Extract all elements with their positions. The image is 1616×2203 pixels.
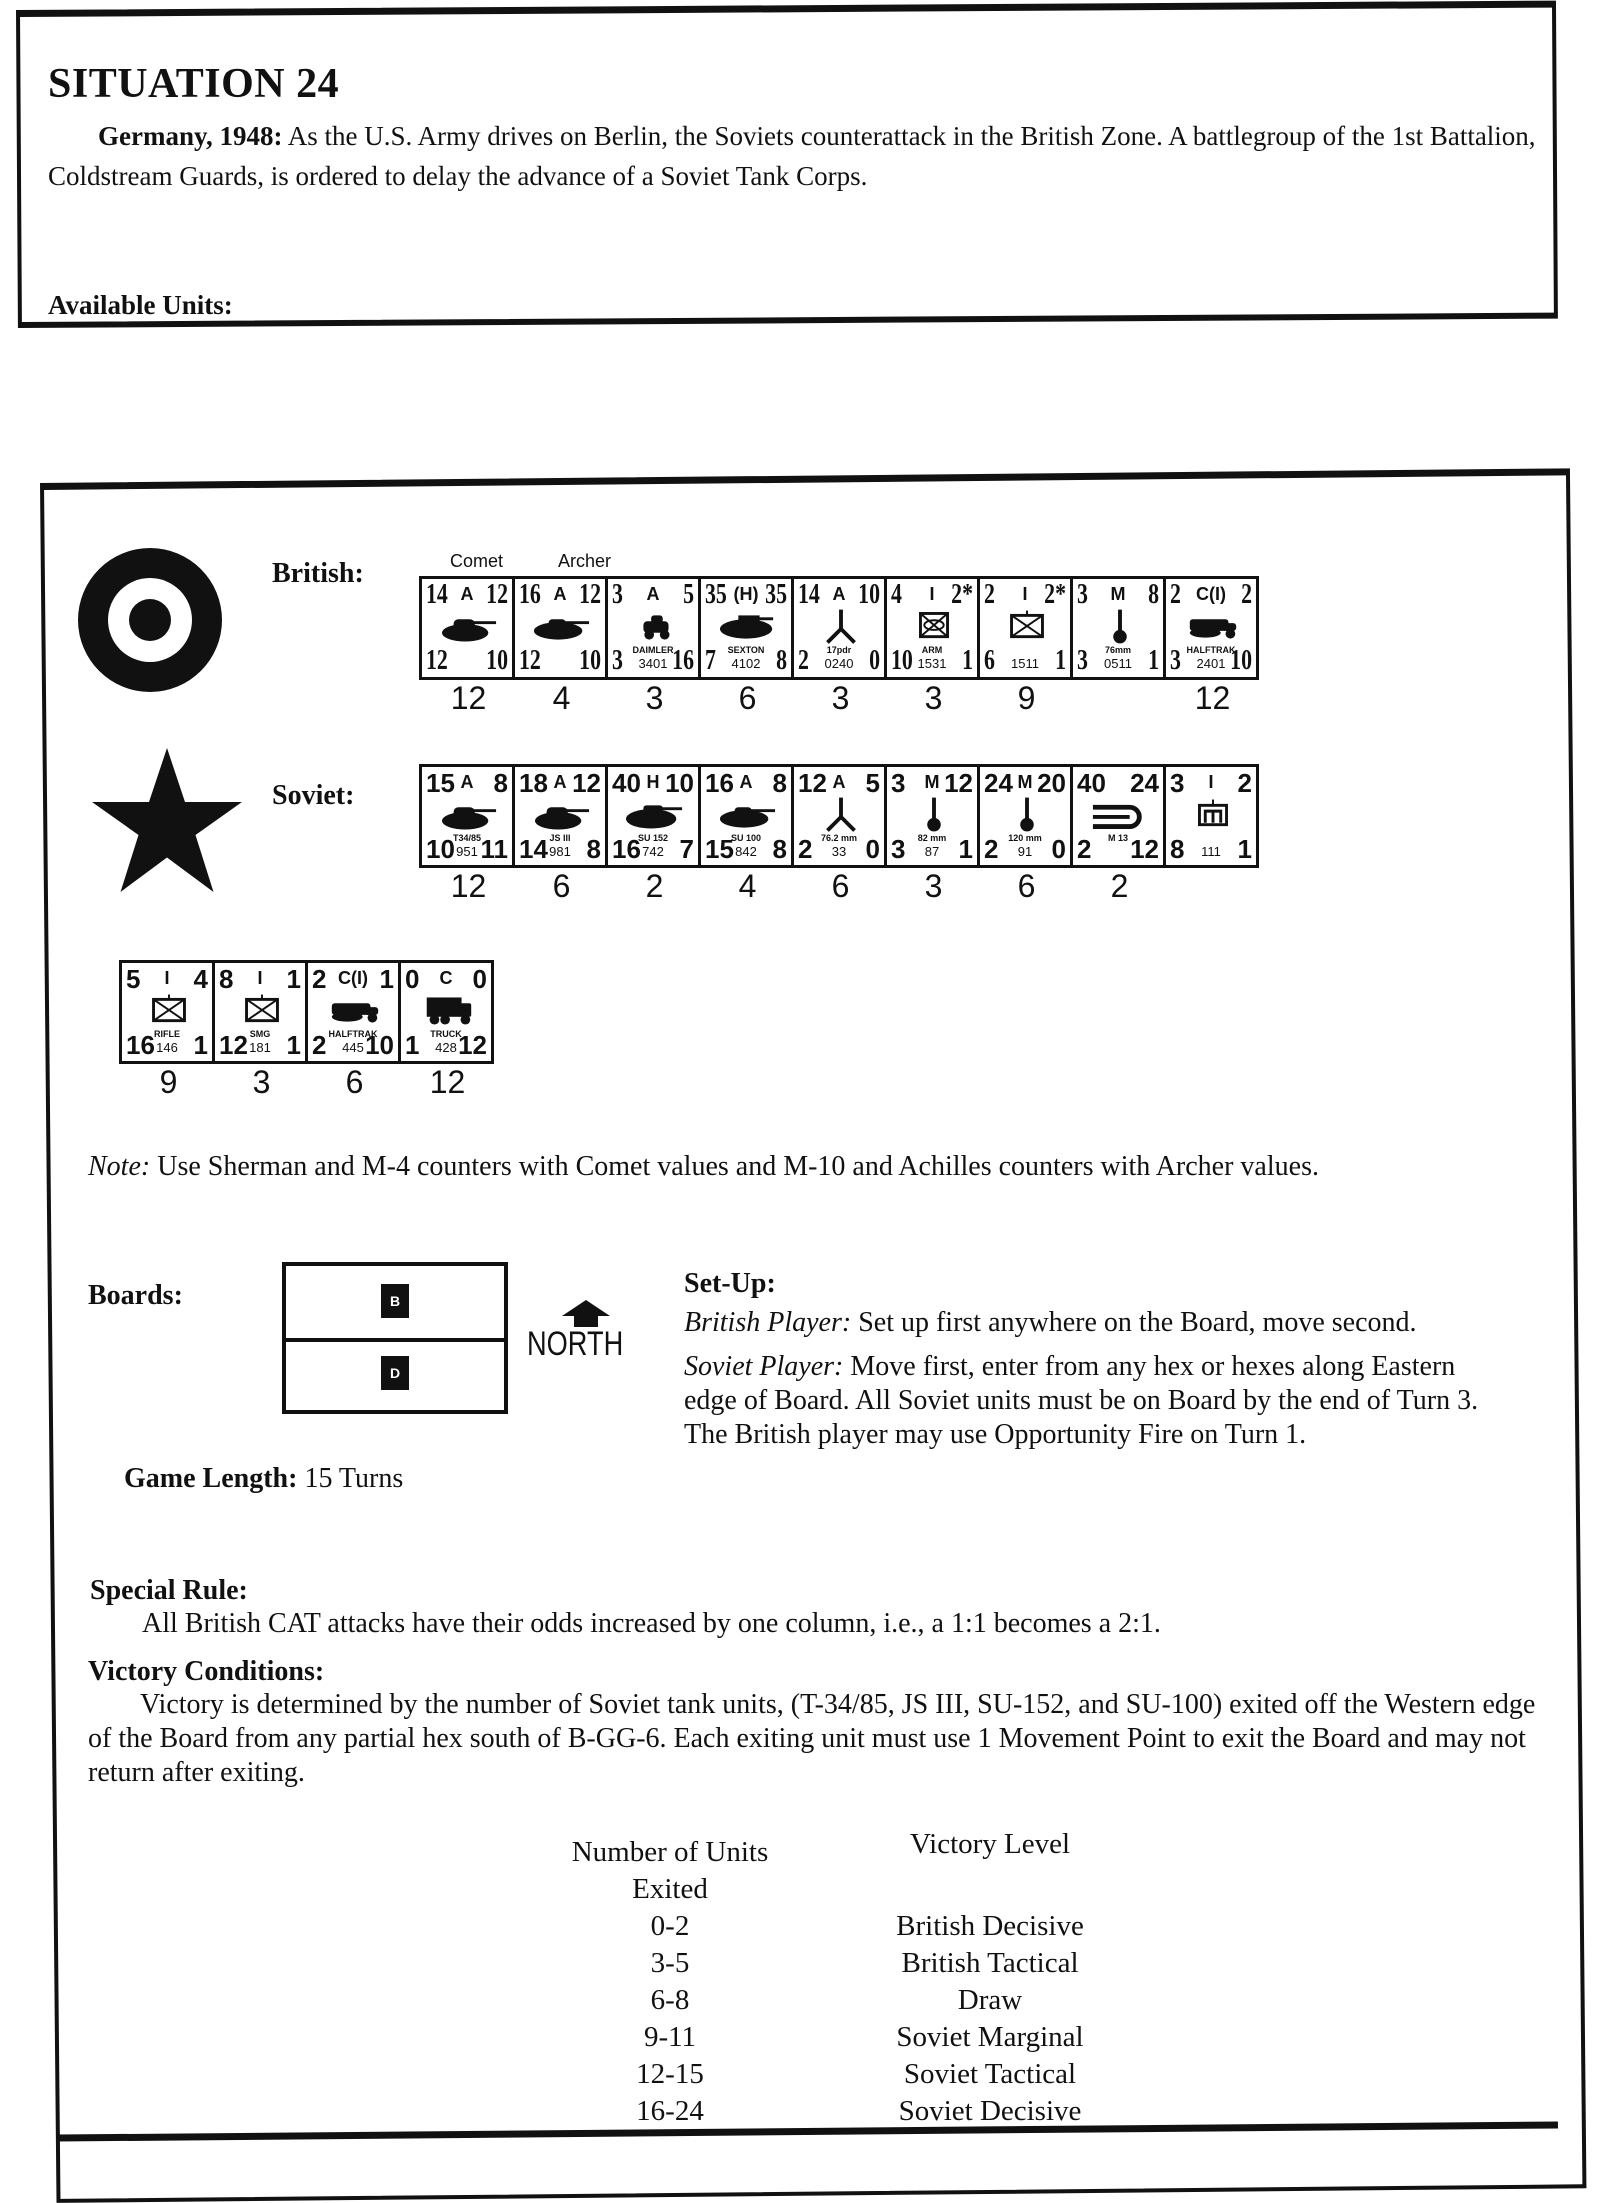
- movement-value: 8: [586, 834, 601, 864]
- unit-quantity: 3: [252, 1064, 271, 1100]
- unit-quantity: 3: [645, 680, 664, 716]
- range-value: 8: [1148, 579, 1159, 610]
- defense-value: 6: [984, 645, 995, 676]
- defense-value: 3: [612, 645, 623, 676]
- setup-heading: Set-Up:: [684, 1268, 776, 1299]
- unit-type: I: [164, 968, 170, 988]
- unit-quantity: 3: [924, 680, 943, 716]
- british-counters: [422, 576, 1259, 716]
- unit-type: A: [460, 584, 474, 604]
- unit-counter: [419, 764, 515, 868]
- movement-value: 10: [1230, 645, 1252, 676]
- comet-label: Comet: [450, 551, 504, 571]
- movement-value: 11: [480, 834, 508, 864]
- movement-value: 1: [1148, 645, 1159, 676]
- unit-counter: [305, 960, 401, 1064]
- unit-type: A: [832, 772, 846, 792]
- unit-quantity: 6: [831, 868, 850, 904]
- range-value: 2*: [1044, 579, 1066, 610]
- game-length-label: Game Length:: [124, 1463, 298, 1494]
- defense-value: 2: [798, 834, 813, 864]
- situation-title: SITUATION 24: [48, 61, 340, 107]
- movement-value: 16: [672, 645, 694, 676]
- unit-type: A: [646, 584, 660, 604]
- unit-name: SEXTON: [727, 645, 765, 655]
- defense-value: 15: [705, 834, 734, 864]
- unit-id: 4102: [731, 656, 761, 671]
- victory-section: [88, 1656, 1558, 1790]
- range-value: 10: [858, 579, 880, 610]
- situation-intro: [48, 116, 1548, 196]
- movement-value: 7: [679, 834, 694, 864]
- attack-value: 3: [1077, 579, 1088, 610]
- game-length-value: 15 Turns: [297, 1463, 404, 1494]
- unit-type: M: [1017, 772, 1033, 792]
- units-exited: 12-15: [636, 2058, 704, 2090]
- unit-name: HALFTRAK: [328, 1029, 378, 1039]
- movement-value: 0: [1051, 834, 1066, 864]
- unit-counter: [512, 764, 608, 868]
- attack-value: 15: [426, 768, 455, 798]
- range-value: 0: [472, 964, 487, 994]
- soviet-counters-row2: [122, 960, 494, 1100]
- unit-name: JS III: [549, 833, 571, 843]
- defense-value: 10: [426, 834, 455, 864]
- range-value: 20: [1037, 768, 1066, 798]
- unit-counter: [419, 576, 515, 680]
- unit-quantity: 6: [552, 868, 571, 904]
- defense-value: 16: [612, 834, 641, 864]
- unit-counter: [605, 764, 701, 868]
- attack-value: 14: [798, 579, 820, 610]
- attack-value: 8: [219, 964, 234, 994]
- unit-name: T34/85: [452, 833, 482, 843]
- attack-value: 2: [312, 964, 327, 994]
- range-value: 24: [1130, 768, 1159, 798]
- movement-value: 1: [1055, 645, 1066, 676]
- unit-name: HALFTRAK: [1186, 645, 1236, 655]
- range-value: 1: [286, 964, 301, 994]
- unit-counter: [977, 764, 1073, 868]
- attack-value: 4: [891, 579, 902, 610]
- range-value: 2: [1241, 579, 1252, 610]
- unit-id: 445: [342, 1040, 364, 1055]
- unit-id: 842: [735, 844, 757, 859]
- unit-id: 1531: [917, 656, 947, 671]
- note-label: Note:: [88, 1151, 151, 1182]
- range-value: 10: [665, 768, 694, 798]
- unit-counter: [884, 576, 980, 680]
- unit-type: C(I): [1196, 584, 1226, 604]
- available-units-label: Available Units:: [48, 290, 233, 320]
- defense-value: 16: [126, 1030, 155, 1060]
- unit-quantity: [1073, 680, 1166, 716]
- victory-level: Draw: [957, 1984, 1023, 2016]
- attack-value: 24: [984, 768, 1013, 798]
- unit-type: A: [460, 772, 474, 792]
- movement-value: 8: [776, 645, 787, 676]
- range-value: 8: [493, 768, 508, 798]
- unit-quantity: 9: [159, 1064, 178, 1100]
- unit-counter: [698, 576, 794, 680]
- unit-quantity: 3: [924, 868, 943, 904]
- defense-value: 2: [312, 1030, 327, 1060]
- unit-name: RIFLE: [154, 1029, 180, 1039]
- unit-id: 981: [549, 844, 571, 859]
- special-rule-heading: Special Rule:: [90, 1575, 248, 1606]
- units-exited: 9-11: [643, 2021, 697, 2053]
- attack-value: 2: [1170, 579, 1181, 610]
- unit-name: SU 100: [730, 833, 762, 843]
- note: [88, 1150, 1558, 1184]
- victory-table-row: [540, 1982, 1180, 2019]
- victory-table: [540, 1828, 1180, 2130]
- setup-soviet: [684, 1350, 1484, 1452]
- victory-level: British Decisive: [896, 1910, 1084, 1942]
- unit-counter: [212, 960, 308, 1064]
- unit-name: 82 mm: [917, 833, 947, 843]
- defense-value: 3: [1170, 645, 1181, 676]
- unit-id: 146: [156, 1040, 178, 1055]
- units-exited: 6-8: [650, 1984, 690, 2016]
- range-value: 35: [765, 579, 787, 610]
- boards-label: Boards:: [88, 1280, 183, 1311]
- victory-table-row: [540, 2093, 1180, 2130]
- victory-level: Soviet Decisive: [898, 2095, 1082, 2127]
- victory-table-header: [540, 1828, 1180, 1871]
- defense-value: 3: [891, 834, 906, 864]
- defense-value: 7: [705, 645, 716, 676]
- unit-quantity: 3: [831, 680, 850, 716]
- unit-counter: [884, 764, 980, 868]
- range-value: 1: [379, 964, 394, 994]
- defense-value: 12: [219, 1030, 248, 1060]
- victory-level: Soviet Tactical: [903, 2058, 1077, 2090]
- range-value: 8: [772, 768, 787, 798]
- unit-name: TRUCK: [430, 1029, 462, 1039]
- unit-quantity: [1166, 868, 1259, 904]
- special-rule-text: All British CAT attacks have their odds increased by one column, i.e., a 1:1 becomes a 2:1.: [142, 1608, 1161, 1639]
- movement-value: 10: [579, 645, 601, 676]
- units-header-line2: Exited: [632, 1873, 708, 1905]
- unit-name: M 13: [1107, 833, 1128, 843]
- movement-value: 12: [458, 1030, 487, 1060]
- attack-value: 12: [798, 768, 827, 798]
- unit-id: 91: [1017, 844, 1033, 859]
- unit-quantity: 9: [1017, 680, 1036, 716]
- victory-table-row: [540, 1908, 1180, 1945]
- defense-value: 1: [405, 1030, 420, 1060]
- unit-counter: [398, 960, 494, 1064]
- level-header: Victory Level: [909, 1828, 1071, 1860]
- movement-value: 1: [962, 645, 973, 676]
- range-value: 12: [944, 768, 973, 798]
- unit-counter: [605, 576, 701, 680]
- unit-quantity: 2: [1110, 868, 1129, 904]
- soviet-player-label: Soviet Player:: [684, 1351, 844, 1382]
- range-value: 5: [865, 768, 880, 798]
- unit-counter: [791, 576, 887, 680]
- setup-section: [684, 1268, 1484, 1452]
- movement-value: 1: [958, 834, 973, 864]
- movement-value: 1: [1237, 834, 1252, 864]
- unit-quantity: 12: [1194, 680, 1231, 716]
- unit-type: C(I): [338, 968, 368, 988]
- unit-name: 120 mm: [1008, 833, 1042, 843]
- unit-id: 87: [924, 844, 940, 859]
- special-rule-section: [90, 1575, 1560, 1641]
- unit-type: I: [929, 584, 935, 604]
- unit-quantity: 4: [738, 868, 757, 904]
- unit-type: I: [1208, 772, 1214, 792]
- range-value: 12: [579, 579, 601, 610]
- unit-id: 181: [249, 1040, 271, 1055]
- game-length: [124, 1462, 403, 1496]
- unit-id: 428: [435, 1040, 457, 1055]
- unit-type: M: [924, 772, 940, 792]
- unit-quantity: 4: [552, 680, 571, 716]
- movement-value: 10: [365, 1030, 394, 1060]
- victory-text: Victory is determined by the number of Soviet tank units, (T-34/85, JS III, SU-152, and SU-100) exited off the Western edge of the Board from any partial hex south of B-GG-6. Each exiting unit must use 1 Movement Point to exit the Board and may not return after exiting.: [88, 1689, 1536, 1788]
- movement-value: 0: [869, 645, 880, 676]
- unit-type: M: [1110, 584, 1126, 604]
- unit-quantity: 6: [1017, 868, 1036, 904]
- attack-value: 18: [519, 768, 548, 798]
- attack-value: 5: [126, 964, 141, 994]
- north-arrow-icon: [562, 1300, 610, 1316]
- units-exited: 16-24: [636, 2095, 704, 2127]
- unit-type: I: [1022, 584, 1028, 604]
- soviet-label: Soviet:: [272, 780, 355, 811]
- defense-value: 2: [1077, 834, 1092, 864]
- defense-value: 12: [426, 645, 448, 676]
- unit-type: A: [832, 584, 846, 604]
- star-icon: [92, 748, 242, 892]
- units-exited: 0-2: [650, 1910, 690, 1942]
- attack-value: 0: [405, 964, 420, 994]
- archer-label: Archer: [558, 551, 612, 571]
- attack-value: 3: [612, 579, 623, 610]
- victory-level: Soviet Marginal: [896, 2021, 1084, 2053]
- unit-counter: [791, 764, 887, 868]
- defense-value: 12: [519, 645, 541, 676]
- victory-heading: Victory Conditions:: [88, 1656, 325, 1687]
- range-value: 12: [572, 768, 601, 798]
- unit-quantity: 12: [450, 868, 487, 904]
- unit-id: 33: [831, 844, 847, 859]
- north-label: NORTH: [527, 1325, 624, 1363]
- setup-british: [684, 1306, 1484, 1340]
- unit-name: 17pdr: [826, 645, 852, 655]
- unit-name: DAIMLER: [632, 645, 674, 655]
- victory-table-row: [540, 2056, 1180, 2093]
- movement-value: 1: [193, 1030, 208, 1060]
- movement-value: 12: [1130, 834, 1159, 864]
- movement-value: 0: [865, 834, 880, 864]
- defense-value: 2: [798, 645, 809, 676]
- range-value: 5: [683, 579, 694, 610]
- range-value: 4: [193, 964, 208, 994]
- unit-quantity: 12: [429, 1064, 466, 1100]
- attack-value: 2: [984, 579, 995, 610]
- defense-value: 8: [1170, 834, 1185, 864]
- roundel-icon: [78, 548, 222, 692]
- unit-counter: [1070, 764, 1166, 868]
- unit-id: 111: [1201, 844, 1221, 859]
- attack-value: 3: [1170, 768, 1185, 798]
- soviet-player-text: Move first, enter from any hex or hexes along Eastern edge of Board. All Soviet units must be on Board by the end of Turn 3. The British player may use Opportunity Fire on Turn 1.: [684, 1351, 1479, 1450]
- unit-counter: [512, 576, 608, 680]
- attack-value: 35: [705, 579, 727, 610]
- attack-value: 3: [891, 768, 906, 798]
- unit-type: (H): [733, 584, 759, 604]
- unit-quantity: 6: [738, 680, 757, 716]
- unit-quantity: 12: [450, 680, 487, 716]
- unit-counter: [119, 960, 215, 1064]
- victory-table-row: [540, 2019, 1180, 2056]
- attack-value: 14: [426, 579, 448, 610]
- note-text: Use Sherman and M-4 counters with Comet values and M-10 and Achilles counters with Archer values.: [150, 1151, 1319, 1182]
- unit-id: 2401: [1196, 656, 1226, 671]
- intro-text: As the U.S. Army drives on Berlin, the Soviets counterattack in the British Zone. A battlegroup of the 1st Battalion, Coldstream Guards, is ordered to delay the advance of a Soviet Tank Corps.: [48, 121, 1536, 191]
- range-value: 2*: [951, 579, 973, 610]
- british-player-text: Set up first anywhere on the Board, move second.: [851, 1307, 1417, 1338]
- unit-type: H: [646, 772, 660, 792]
- unit-counter: [977, 576, 1073, 680]
- unit-name: ARM: [921, 645, 943, 655]
- unit-quantity: 2: [645, 868, 664, 904]
- victory-level: British Tactical: [901, 1947, 1079, 1979]
- unit-type: A: [553, 772, 567, 792]
- unit-name: SU 152: [637, 833, 669, 843]
- unit-counter: [1163, 576, 1259, 680]
- unit-id: 1511: [1011, 656, 1039, 671]
- attack-value: 40: [1077, 768, 1106, 798]
- soviet-counters-row1: [422, 764, 1259, 904]
- unit-name: 76.2 mm: [820, 833, 858, 843]
- range-value: 12: [486, 579, 508, 610]
- british-label: British:: [272, 558, 364, 589]
- defense-value: 3: [1077, 645, 1088, 676]
- unit-type: A: [553, 584, 567, 604]
- unit-id: 0511: [1104, 656, 1132, 671]
- movement-value: 10: [486, 645, 508, 676]
- unit-counter: [1070, 576, 1166, 680]
- board-b-marker: B: [381, 1284, 409, 1318]
- defense-value: 2: [984, 834, 999, 864]
- units-exited: 3-5: [650, 1947, 690, 1979]
- unit-id: 0240: [824, 656, 854, 671]
- defense-value: 14: [519, 834, 548, 864]
- unit-id: 951: [456, 844, 478, 859]
- boards-diagram: [282, 1262, 508, 1414]
- unit-type: I: [257, 968, 263, 988]
- defense-value: 10: [891, 645, 913, 676]
- attack-value: 16: [519, 579, 541, 610]
- movement-value: 1: [286, 1030, 301, 1060]
- unit-type: A: [739, 772, 753, 792]
- board-d-marker: D: [381, 1356, 409, 1390]
- victory-table-row: [540, 1945, 1180, 1982]
- unit-name: 76mm: [1104, 645, 1131, 655]
- unit-id: 742: [642, 844, 664, 859]
- range-value: 2: [1237, 768, 1252, 798]
- unit-id: 3401: [638, 656, 668, 671]
- unit-counter: [1163, 764, 1259, 868]
- units-header: Number of Units: [571, 1836, 769, 1868]
- unit-type: C: [439, 968, 453, 988]
- british-player-label: British Player:: [684, 1307, 852, 1338]
- intro-lead: Germany, 1948:: [98, 121, 283, 151]
- unit-quantity: 6: [345, 1064, 364, 1100]
- unit-name: SMG: [249, 1029, 271, 1039]
- unit-counter: [698, 764, 794, 868]
- movement-value: 8: [772, 834, 787, 864]
- attack-value: 40: [612, 768, 641, 798]
- attack-value: 16: [705, 768, 734, 798]
